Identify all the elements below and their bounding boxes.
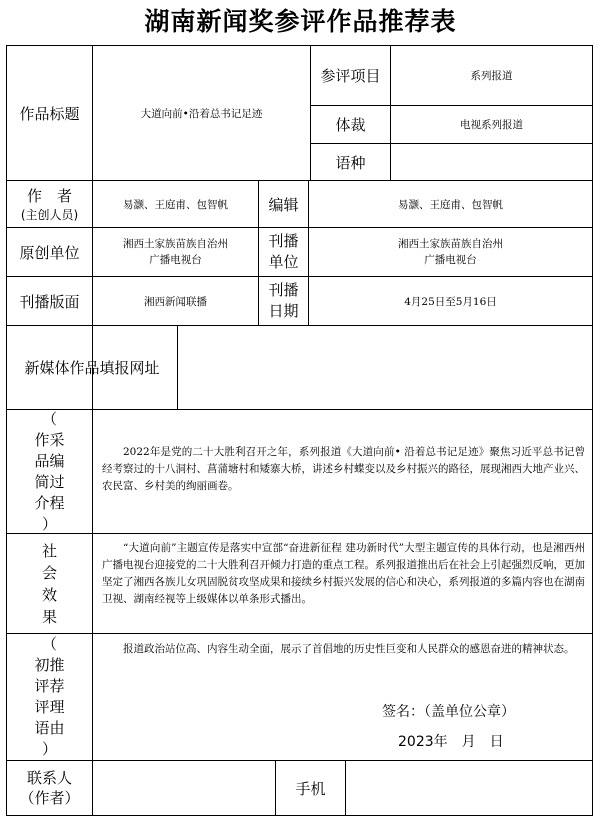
original-unit-label: 原创单位 [19,243,80,262]
publish-unit-label [259,228,308,276]
author-label-cell [7,181,92,227]
genre-value: 电视系列报道 [460,119,523,131]
summary-label-line: 简过 [34,472,65,491]
publish-unit-label-line1: 刊播 [268,232,299,250]
publish-unit-value-line2: 广播电视台 [424,254,477,266]
social-effect-label-line: 会 [41,563,57,582]
publish-unit-value [309,228,592,276]
genre-label: 体裁 [335,116,366,134]
recommendation-label-line: 评荐 [34,677,65,695]
summary-label [7,410,92,533]
publish-date-label [259,277,308,325]
social-effect-label-line: 社 [41,541,57,560]
author-sublabel: (主创人员) [20,208,79,222]
summary-label-line: ） [41,514,57,533]
original-unit-value [93,228,258,276]
publish-unit-label-line2: 单位 [268,253,299,271]
social-effect-text: “大道向前”主题宣传是落实中宣部“奋进新征程 建功新时代”大型主题宣传的具体行动，也是湘西州广播电视台迎接党的二十大胜利召开倾力打造的重点工程。系列报道推出后在社会上引起强烈反响，更加坚定了湘西各族儿女巩固脱贫攻坚成果和接续乡村振兴发展的信心和决心，系列报道的多篇内容也在湖南卫视、湖南经视等上级媒体以单条形式播出。 [102,542,585,605]
recommendation-label-line: 初推 [34,656,65,674]
new-media-url-value [178,326,592,409]
signature-line: 签名：（盖单位公章） [382,704,515,720]
contact-label-cell [7,761,92,815]
recommendation-text: 报道政治站位高、内容生动全面，展示了首倡地的历史性巨变和人民群众的感恩奋进的精神状态。 [123,643,575,655]
author-label: 作 者 [26,187,72,205]
recommendation-label [7,634,92,760]
contact-label: 联系人 [26,769,72,787]
publish-unit-value-line1: 湘西土家族苗族自治州 [398,238,503,250]
publish-date-value: 4月25日至5月16日 [404,295,497,308]
editor-label: 编辑 [268,195,299,214]
summary-label-line: 作采 [34,430,65,449]
work-title-label: 作品标题 [19,104,80,123]
new-media-url-label: 新媒体作品填报网址 [24,359,160,377]
social-effect-label [7,534,92,633]
publish-page-value: 湘西新闻联播 [144,295,207,308]
entry-item-label: 参评项目 [320,67,381,85]
publish-page-label: 刊播版面 [19,292,80,311]
contact-value [93,761,275,815]
contact-sublabel: （作者） [19,789,80,807]
form-title: 湖南新闻奖参评作品推荐表 [144,7,457,36]
summary-label-line: 介程 [34,493,65,512]
language-label: 语种 [335,153,366,172]
signature-date: 2023年 月 日 [398,734,504,750]
recommendation-label-line: 评理 [34,698,65,716]
summary-text: 2022年是党的二十大胜利召开之年，系列报道《大道向前• 沿着总书记足迹》聚焦习近平总书记曾经考察过的十八洞村、菖蒲塘村和矮寨大桥，讲述乡村蝶变以及乡村振兴的路径，展现湘西大地产业兴、农民富、乡村美的绚丽画卷。 [102,446,585,492]
recommendation-label-line: ） [41,740,57,758]
work-title-value: 大道向前•沿着总书记足迹 [140,107,263,120]
language-value [391,144,592,180]
publish-date-label-line1: 刊播 [268,281,299,299]
recommendation-label-line: （ [41,635,57,653]
phone-label: 手机 [295,779,326,798]
original-unit-value-line1: 湘西土家族苗族自治州 [123,238,228,250]
social-effect-label-line: 果 [41,607,57,626]
recommendation-label-line: 语由 [34,719,65,737]
phone-value [346,761,592,815]
entry-item-value: 系列报道 [470,70,513,82]
original-unit-value-line2: 广播电视台 [149,254,202,266]
summary-label-line: （ [41,409,57,428]
editor-value: 易灏、王庭甫、包智帆 [398,198,503,211]
summary-label-line: 品编 [34,451,65,470]
author-value: 易灏、王庭甫、包智帆 [123,198,228,211]
publish-date-label-line2: 日期 [268,302,299,320]
social-effect-label-line: 效 [41,585,57,604]
